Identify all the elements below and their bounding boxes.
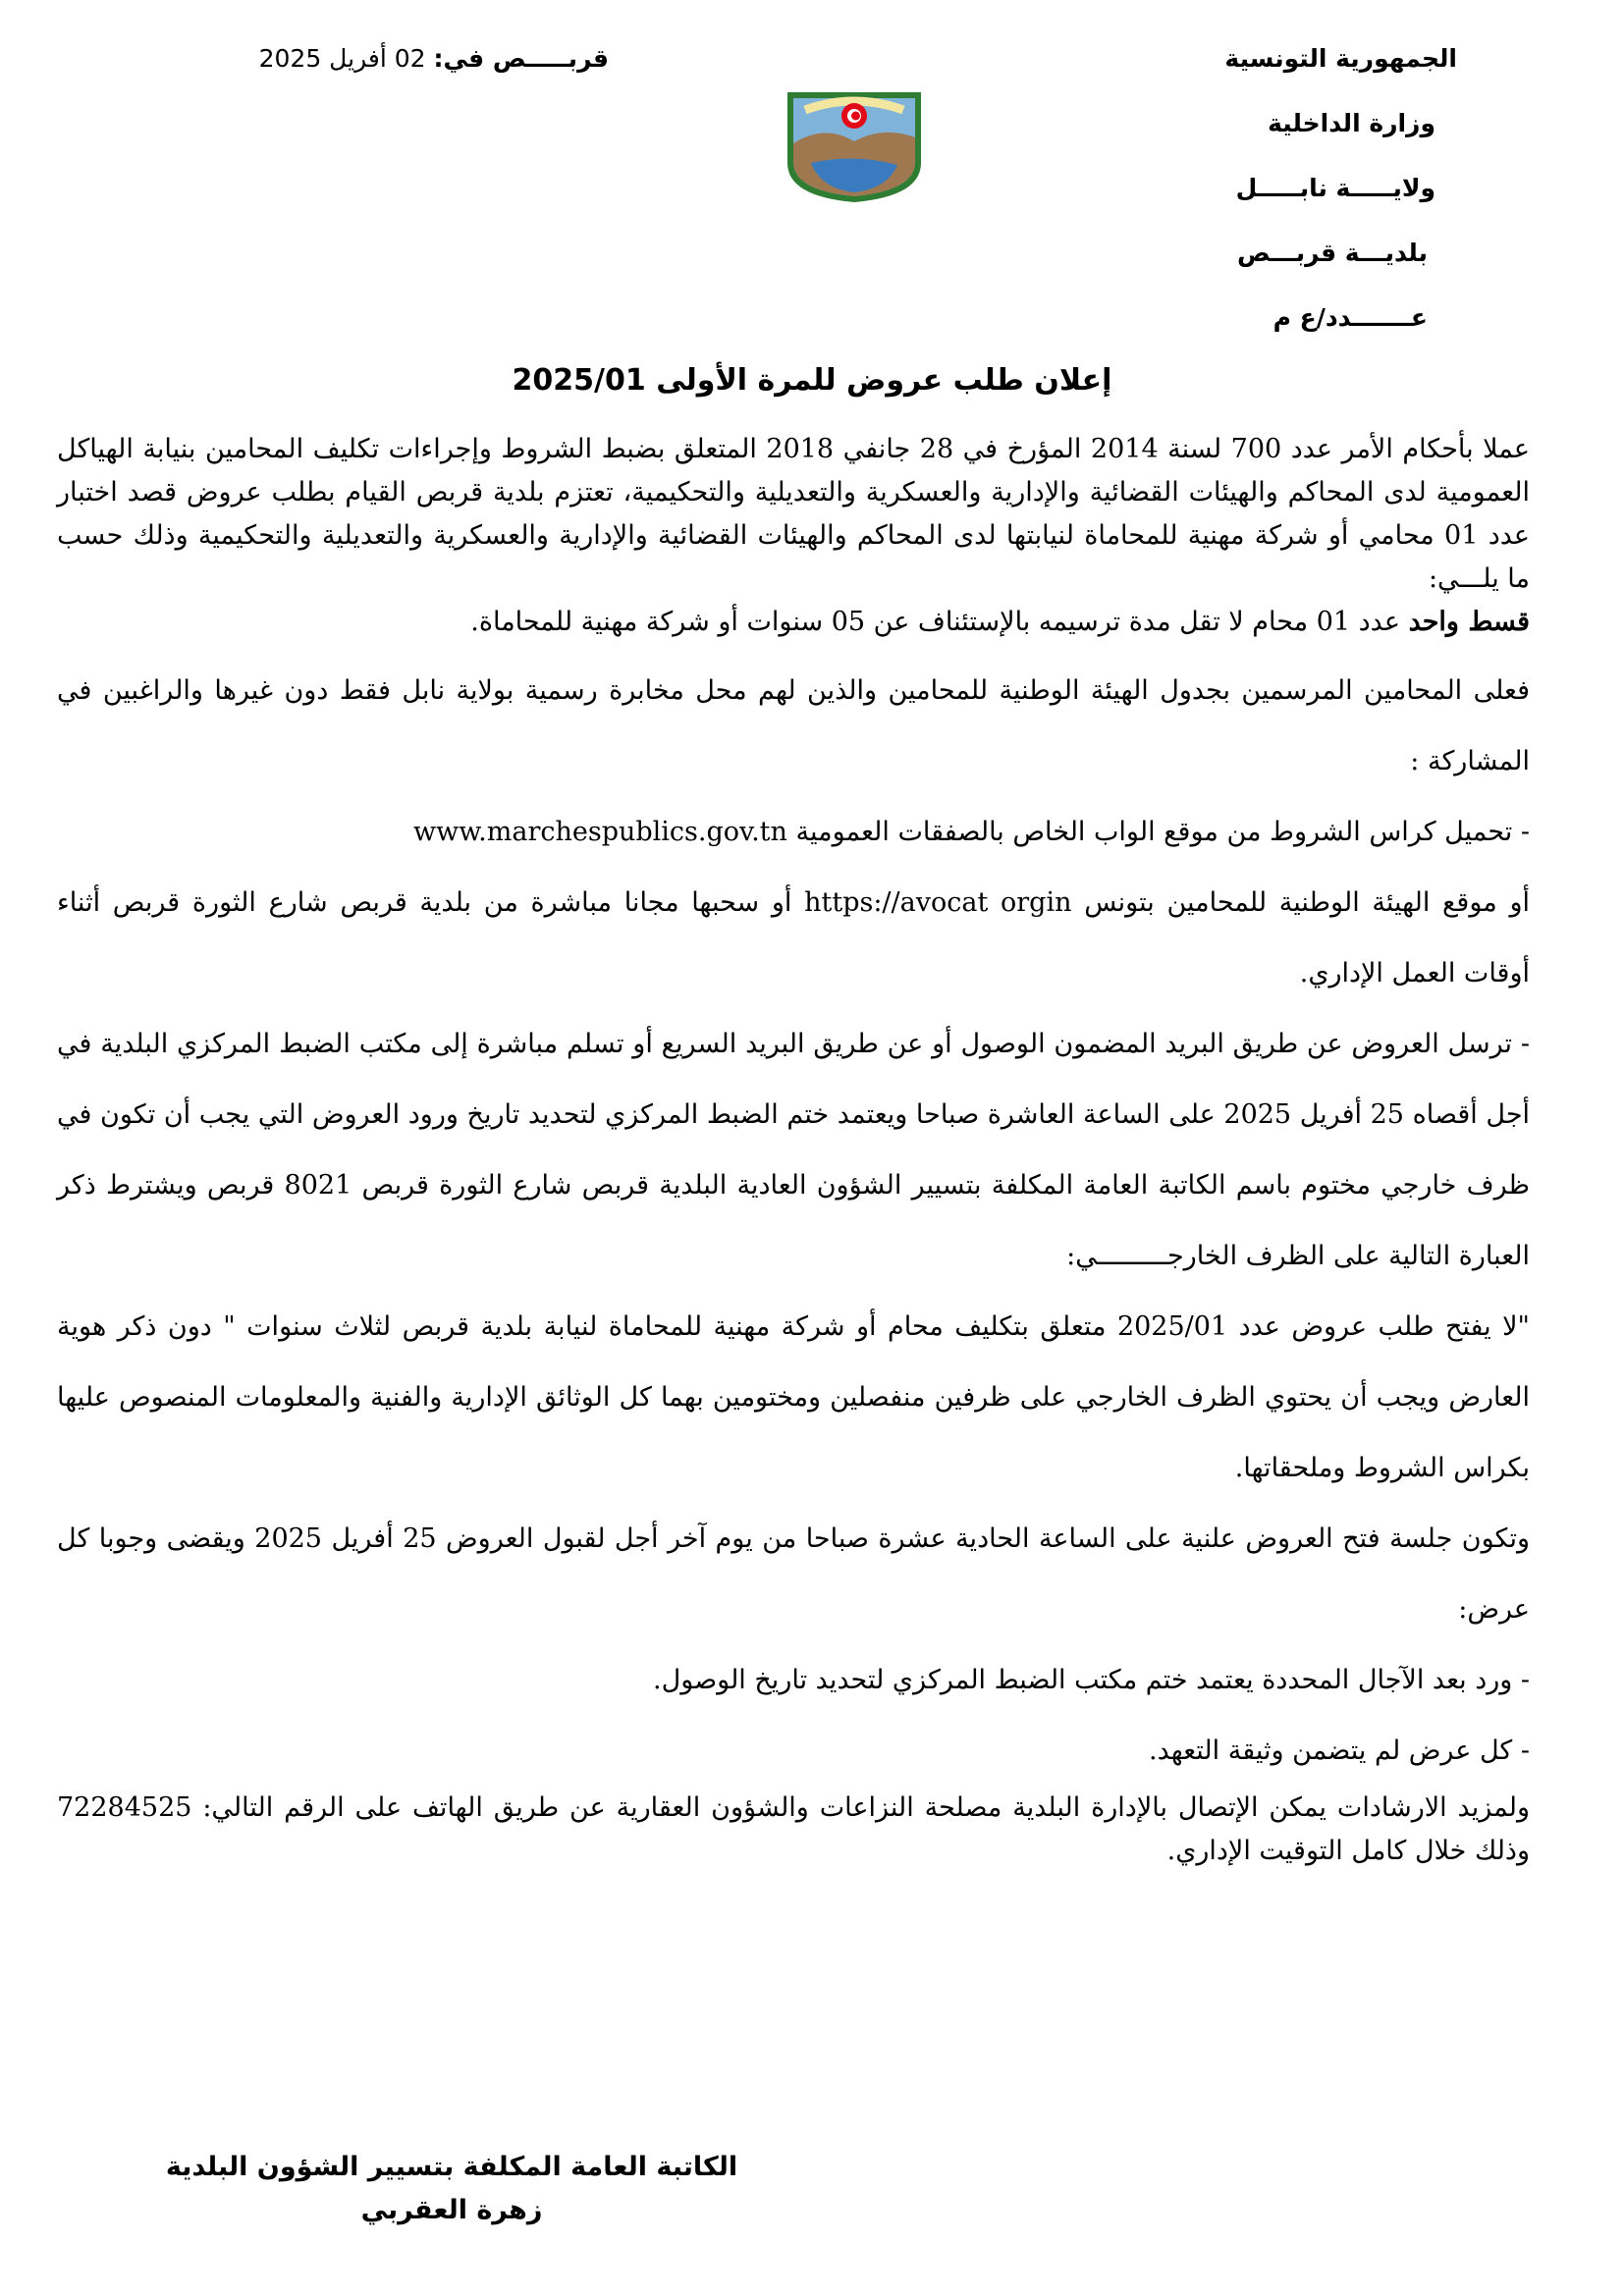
municipality-emblem xyxy=(782,86,927,204)
paragraph-bar-site xyxy=(57,868,1530,1009)
place-date xyxy=(196,39,609,79)
paragraph-contact: ولمزيد الارشادات يمكن الإتصال بالإدارة البلدية مصلحة النزاعات والشؤون العقارية عن طريق الهاتف على الرقم التالي: 72284525 وذلك خلال كامل التوقيت الإداري. xyxy=(57,1792,1530,1866)
lot-text: عدد 01 محام لا تقل مدة ترسيمه بالإستئناف عن 05 سنوات أو شركة مهنية للمحاماة. xyxy=(470,607,1409,637)
paragraph-eligibility: فعلى المحامين المرسمين بجدول الهيئة الوطنية للمحامين والذين لهم محل مخابرة رسمية بولاية نابل فقط دون غيرها والراغبين في المشاركة : xyxy=(57,675,1530,776)
lot-label: قسط واحد xyxy=(1408,607,1530,637)
announcement-body xyxy=(57,428,1530,1873)
signatory-name: زهرة العقربي xyxy=(360,2195,543,2225)
announcement-title: إعلان طلب عروض للمرة الأولى 2025/01 xyxy=(512,363,1112,398)
bar-site-text-rest: أو سحبها مجانا مباشرة من بلدية قربص شارع الثورة قربص أثناء أوقات العمل الإداري. xyxy=(57,887,1530,988)
signatory-role: الكاتبة العامة المكلفة بتسيير الشؤون البلدية xyxy=(165,2152,738,2182)
paragraph-lot xyxy=(57,601,1530,644)
paragraph-missing-commitment: - كل عرض لم يتضمن وثيقة التعهد. xyxy=(1149,1735,1530,1766)
place-label: قربـــــص في: xyxy=(433,44,609,73)
procurement-site-link[interactable]: www.marchespublics.gov.tn xyxy=(413,817,787,847)
governorate-name: ولايـــــة نابـــــل xyxy=(1235,174,1435,202)
paragraph-envelope: "لا يفتح طلب عروض عدد 2025/01 متعلق بتكليف محام أو شركة مهنية للمحاماة لنيابة بلدية قربص لثلاث سنوات " دون ذكر هوية العارض ويجب أن يحتوي الظرف الخارجي على ظرفين منفصلين ومختومين بهما كل الوثائق الإدارية والفنية والمعلومات المنصوص عليها بكراس الشروط وملحقاتها. xyxy=(57,1311,1530,1483)
reference-number: عـــــــدد/ع م xyxy=(1272,303,1428,332)
paragraph-late-offers: - ورد بعد الآجال المحددة يعتمد ختم مكتب الضبط المركزي لتحديد تاريخ الوصول. xyxy=(653,1665,1530,1695)
bar-site-text: أو موقع الهيئة الوطنية للمحامين بتونس xyxy=(1071,887,1530,918)
paragraph-download xyxy=(57,797,1530,868)
download-text: - تحميل كراس الشروط من موقع الواب الخاص بالصفقات العمومية xyxy=(786,817,1530,847)
bar-site-link[interactable]: https://avocat orgin xyxy=(804,887,1072,918)
signature-block xyxy=(157,2146,746,2232)
date-value: 02 أفريل 2025 xyxy=(258,44,426,73)
republic-name: الجمهورية التونسية xyxy=(1224,44,1457,73)
paragraph-submission: - ترسل العروض عن طريق البريد المضمون الوصول أو عن طريق البريد السريع أو تسلم مباشرة إلى مكتب الضبط المركزي البلدية في أجل أقصاه 25 أفريل 2025 على الساعة العاشرة صباحا ويعتمد ختم الضبط المركزي لتحديد تاريخ ورود العروض التي يجب أن تكون في ظرف خارجي مختوم باسم الكاتبة العامة المكلفة بتسيير الشؤون العادية البلدية قربص شارع الثورة قربص 8021 قربص ويشترط ذكر العبارة التالية على الظرف الخارجـــــــــي: xyxy=(57,1029,1531,1271)
issuer-header xyxy=(1045,39,1457,363)
paragraph-opening: وتكون جلسة فتح العروض علنية على الساعة الحادية عشرة صباحا من يوم آخر أجل لقبول العروض 25 أفريل 2025 ويقضى وجوبا كل عرض: xyxy=(57,1523,1531,1625)
municipality-name: بلديـــة قربـــص xyxy=(1237,239,1428,267)
paragraph-legal-basis: عملا بأحكام الأمر عدد 700 لسنة 2014 المؤرخ في 28 جانفي 2018 المتعلق بضبط الشروط وإجراءات تكليف المحامين بنيابة الهياكل العمومية لدى المحاكم والهيئات القضائية والإدارية والعسكرية والتعديلية والتحكيمية، تعتزم بلدية قربص القيام بطلب عروض قصد اختبار عدد 01 محامي أو شركة مهنية للمحاماة لنيابتها لدى المحاكم والهيئات القضائية والإدارية والعسكرية والتعديلية والتحكيمية وذلك حسب ما يلـــي: xyxy=(57,434,1530,594)
ministry-name: وزارة الداخلية xyxy=(1268,109,1435,137)
